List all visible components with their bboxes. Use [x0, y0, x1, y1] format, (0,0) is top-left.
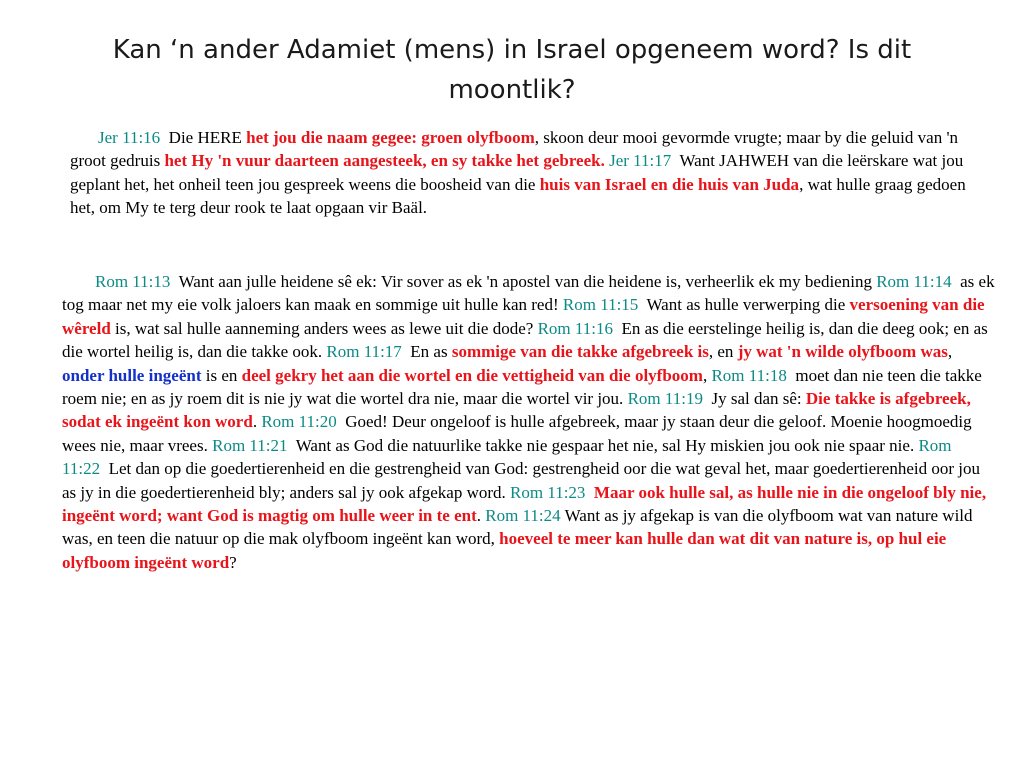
body-text: as ek tog maar net my eie volk jaloers kan maak en sommige uit hulle kan red! [62, 272, 995, 315]
verse-reference: Rom 11:16 [537, 318, 613, 338]
verse-reference: Rom 11:17 [326, 342, 402, 362]
emphasis-red: sommige van die takke afgebreek is [451, 342, 709, 362]
body-text: moet dan nie teen die takke roem nie; en as jy roem dit is nie jy wat die wortel dra nie, maar die wortel vir jou. [62, 365, 982, 409]
verse-reference: Rom 11:22 [62, 435, 952, 479]
verse-reference: Rom 11:14 [876, 272, 952, 291]
body-text: Jy sal dan sê: [702, 389, 806, 409]
body-text: , [947, 342, 953, 362]
body-text: , wat hulle graag gedoen het, om My te terg deur rook te laat opgaan vir Baäl. [70, 174, 966, 218]
body-text: Want JAHWEH van die leërskare wat jou geplant het, het onheil teen jou gespreek weens die boosheid van die [70, 151, 964, 194]
body-text: Want aan julle heidene sê ek: Vir sover as ek 'n apostel van die heidene is, verheerlik ek my bediening [170, 272, 877, 291]
body-text: . [476, 506, 486, 526]
emphasis-red: het jou die naam gegee: groen olyfboom [246, 128, 535, 147]
body-text: Goed! Deur ongeloof is hulle afgebreek, maar jy staan deur die geloof. Moenie hoogmoedig wees nie, maar vrees. [62, 412, 972, 455]
emphasis-red: Die takke is afgebreek, sodat ek ingeënt kon word [62, 389, 971, 432]
paragraph-jeremiah [70, 126, 982, 220]
emphasis-red: jy wat 'n wilde olyfboom was [737, 342, 948, 362]
body-text: ? [229, 552, 237, 572]
body-text: , en [708, 342, 738, 362]
body-text: is en [201, 365, 242, 385]
emphasis-red: Maar ook hulle sal, as hulle nie in die ongeloof bly nie, ingeënt word; want God is magtig om hulle weer in te ent [62, 482, 987, 526]
emphasis-red: deel gekry het aan die wortel en die vettigheid van die olyfboom [241, 365, 703, 385]
verse-reference: Rom 11:21 [212, 435, 288, 455]
emphasis-blue: onder hulle ingeënt [62, 365, 202, 385]
verse-reference: Jer 11:16 [98, 128, 161, 147]
body-text: Want as jy afgekap is van die olyfboom wat van nature wild was, en teen die natuur op die mak olyfboom ingeënt kan word, [62, 506, 973, 549]
body-text: is, wat sal hulle aanneming anders wees as lewe uit die dode? [110, 318, 538, 338]
verse-reference: Rom 11:24 [485, 506, 561, 526]
verse-reference: Jer 11:17 [609, 151, 672, 171]
body-text: , [702, 365, 712, 385]
verse-reference: Rom 11:18 [711, 365, 787, 385]
body-text: , skoon deur mooi gevormde vrugte; maar by die geluid van 'n groot gedruis [70, 128, 959, 171]
emphasis-red: . [600, 151, 605, 171]
emphasis-red: het Hy 'n vuur daarteen aangesteek, en sy takke het gebreek [164, 151, 601, 171]
body-text: Die HERE [160, 128, 247, 147]
emphasis-red: hoeveel te meer kan hulle dan wat dit van nature is, op hul eie olyfboom ingeënt word [62, 529, 947, 572]
slide-title: Kan ‘n ander Adamiet (mens) in Israel opgeneem word? Is dit moontlik? [112, 35, 912, 105]
paragraph-romans [62, 270, 997, 574]
verse-reference: Rom 11:23 [510, 482, 586, 502]
body-text: En as [401, 342, 452, 362]
verse-reference: Rom 11:19 [627, 389, 703, 409]
body-text: Let dan op die goedertierenheid en die gestrengheid van God: gestrengheid oor die wat geval het, maar goedertierenheid oor jou as jy in die goedertierenheid bly; anders sal jy ook afgekap word. [62, 459, 980, 502]
emphasis-red: versoening van die wêreld [62, 295, 985, 338]
emphasis-red: huis van Israel en die huis van Juda [539, 174, 800, 194]
verse-reference: Rom 11:13 [95, 272, 171, 291]
body-text: Want as God die natuurlike takke nie gespaar het nie, sal Hy miskien jou ook nie spaar nie. [287, 435, 919, 455]
verse-reference: Rom 11:20 [261, 412, 337, 432]
verse-reference: Rom 11:15 [562, 295, 639, 315]
body-text: . [252, 412, 262, 432]
body-text [585, 483, 594, 502]
body-text: En as die eerstelinge heilig is, dan die deeg ook; en as die wortel heilig is, dan die takke ook. [62, 318, 988, 362]
body-text: Want as hulle verwerping die [638, 295, 850, 315]
